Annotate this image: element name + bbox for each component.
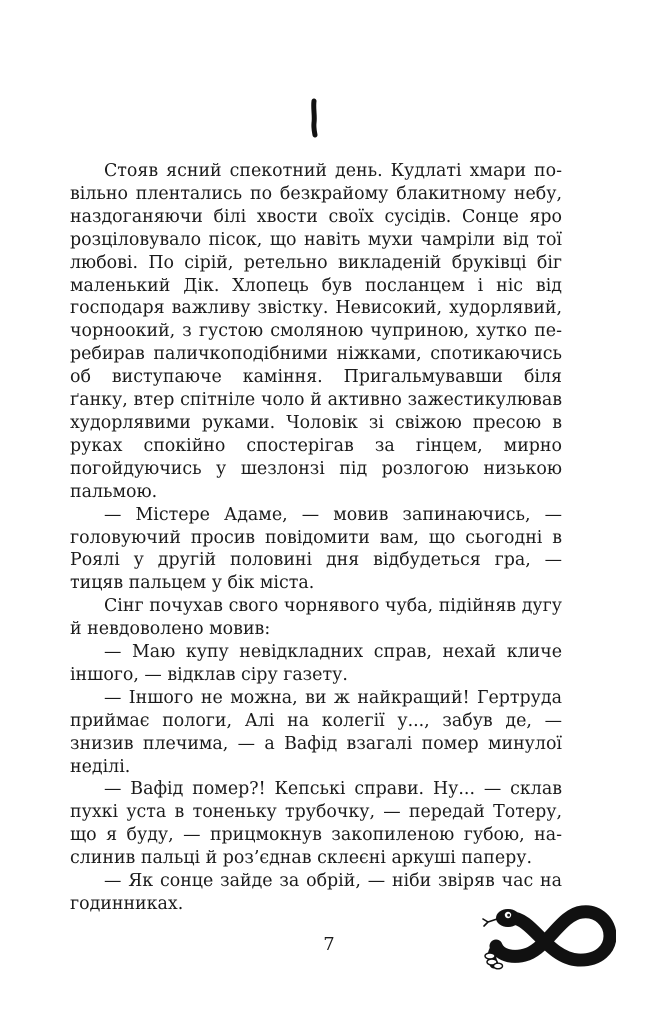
paragraph: — Маю купу невідкладних справ, нехай кличе іншого, — відклав сіру газету. [70,642,562,685]
paragraph: — Вафід помер?! Кепські справи. Ну... — склав пухкі уста в тоненьку трубочку, — передай Тотеру, що я буду, — прицмокнув закопиленою губою, наслинив пальці й роз’єднав склеєні аркуші паперу. [70,779,562,869]
paragraph: Сінг почухав свого чорнявого чуба, підійняв дугу й невдоволено мовив: [70,596,562,640]
paragraph: Стояв ясний спекотний день. Кудлаті хмари повільно плентались по безкрайому блакитному небу, наздоганяючи білі хвости своїх сусідів. Сонце яро розціловувало пісок, що навіть мухи чамріли від тої любові. По сірій, ретельно викладеній бруківці біг маленький Дік. Хлопець був посланцем і ніс від господаря важливу звістку. Невисокий, худорлявий, чорноокий, з густою смоляною чуприною, хутко перебирав паличкоподібними ніжками, спотикаючись об виступаюче каміння. Пригальмувавши біля ґанку, втер спітніле чоло й активно зажестикулював худорлявими руками. Чоловік зі свіжою пресою в руках спокійно спостерігав за гінцем, мирно погойдуючись у шезлонзі під розлогою низькою пальмою. [70,161,562,502]
paragraph: — Іншого не можна, ви ж найкращий! Гертруда приймає пологи, Алі на колегії у..., забув де, — знизив плечима, — а Вафід взагалі помер минулої неділі. [70,687,562,777]
paragraph: — Містере Адаме, — мовив запинаючись, — головуючий просив повідомити вам, що сьогодні в Роялі у другій половині дня відбудеться гра, — тицяв пальцем у бік міста. [70,504,562,594]
page-number: 7 [323,934,335,955]
paragraph: — Як сонце зайде за обрій, — ніби звіряв час на годинниках. [70,871,562,914]
chapter-numeral-one-icon [300,98,330,138]
chapter-text [70,160,562,916]
snake-infinity-icon [478,898,616,978]
